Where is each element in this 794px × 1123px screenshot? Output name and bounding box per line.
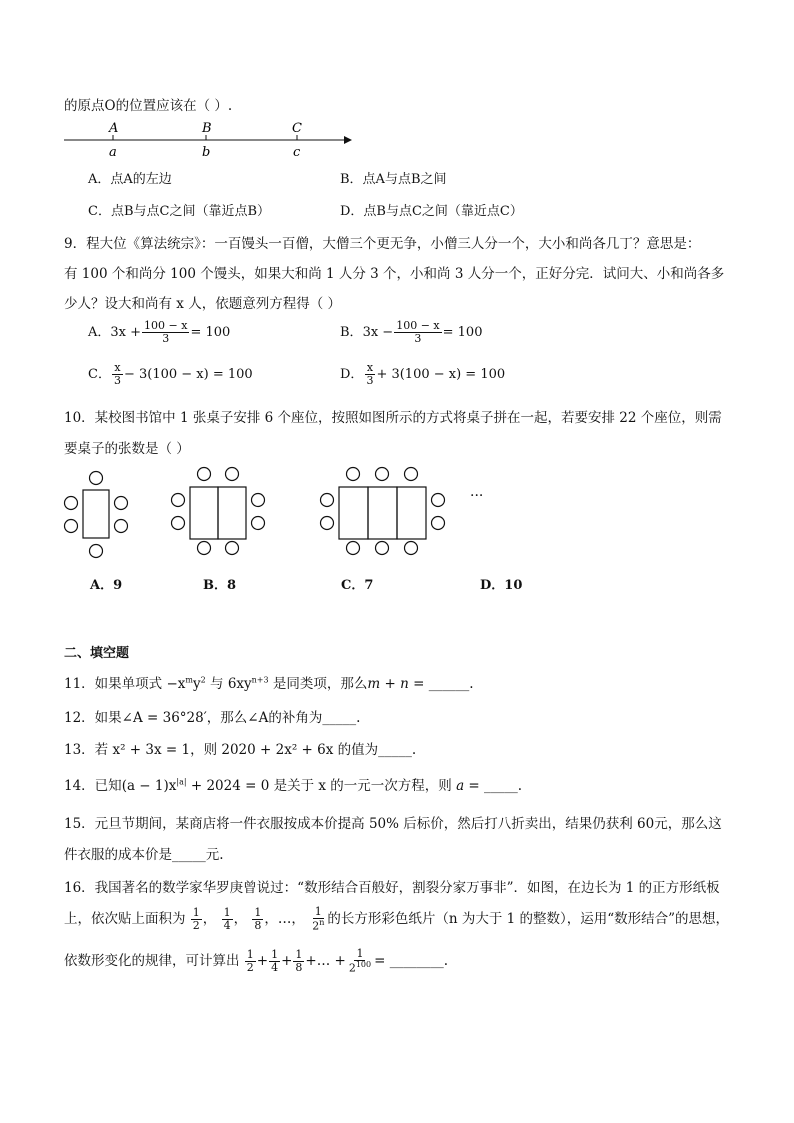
q10-option-c[interactable]: C．7 [341, 578, 374, 593]
point-c-label: c [293, 145, 301, 160]
q9-line1: 9．程大位《算法统宗》：一百馒头一百僧，大僧三个更无争，小僧三人分一个，大小和尚各几丁？意思是： [64, 236, 701, 252]
q9-option-b[interactable]: B．3x − $\frac{100 - x}{3}$ = 100 [340, 319, 483, 346]
q11: 11．如果单项式 $-x^my^2$ 与 $6xy^{n+3}$ 是同类项，那么m + n = ______. [64, 675, 474, 692]
q9-option-a[interactable]: A．3x + $\frac{100 - x}{3}$ = 100 [88, 319, 231, 346]
q10-option-d[interactable]: D．10 [480, 578, 523, 593]
q12: 12．如果∠A = 36°28′，那么∠A的补角为_____. [64, 710, 361, 726]
q8-option-b[interactable]: B．点A与点B之间 [340, 172, 447, 187]
q9-option-d[interactable]: D． $\frac{x}{3}$ + 3(100 − x) = 100 [340, 361, 506, 388]
q16-line1: 16．我国著名的数学家华罗庚曾说过：“数形结合百般好，割裂分家万事非”．如图，在边长为 1 的正方形纸板 [64, 880, 720, 896]
q8-option-c[interactable]: C．点B与点C之间（靠近点B） [88, 204, 271, 219]
q8-option-a[interactable]: A．点A的左边 [88, 172, 172, 187]
tables-figure [60, 460, 500, 564]
q13: 13．若 x² + 3x = 1，则 2020 + 2x² + 6x 的值为_____. [64, 742, 417, 758]
q8-stem: 的原点O的位置应该在（ ）. [64, 98, 233, 114]
q15-line2: 件衣服的成本价是_____元. [64, 847, 224, 863]
q10-line2: 要桌子的张数是（ ） [64, 441, 190, 457]
q10-option-a[interactable]: A．9 [90, 578, 123, 593]
q16-line3: 依数形变化的规律，可计算出 $\frac{1}{2}$ + $\frac{1}{4}$ + $\frac{1}{8}$ +… + $\frac{1}{2^{100}}$ = ________. [64, 947, 449, 975]
q8-option-d[interactable]: D．点B与点C之间（靠近点C） [340, 204, 523, 219]
point-C-label: C [292, 121, 302, 136]
q9-line2: 有 100 个和尚分 100 个馒头，如果大和尚 1 人分 3 个，小和尚 3 人分一个，正好分完．试问大、小和尚各多 [64, 266, 725, 282]
point-a-label: a [109, 145, 117, 160]
q9-line3: 少人？设大和尚有 x 人，依题意列方程得（ ） [64, 296, 341, 312]
arrow-right-icon [344, 136, 352, 144]
q9-option-c[interactable]: C． $\frac{x}{3}$ − 3(100 − x) = 100 [88, 361, 253, 388]
section-heading: 二、填空题 [64, 646, 130, 661]
point-B-label: B [202, 121, 212, 136]
q10-option-b[interactable]: B．8 [203, 578, 237, 593]
continuation-dots: ··· [470, 488, 484, 504]
point-b-label: b [202, 145, 211, 160]
point-A-label: A [109, 121, 119, 136]
number-line-figure [60, 118, 360, 162]
q10-line1: 10．某校图书馆中 1 张桌子安排 6 个座位，按照如图所示的方式将桌子拼在一起，若要安排 22 个座位，则需 [64, 410, 722, 426]
q16-line2: 上，依次贴上面积为 $\frac{1}{2}$ ， $\frac{1}{4}$ ， $\frac{1}{8}$ ，…， $\frac{1}{2^n}$ 的长方形彩色纸片（n 为大于 1 的整数），运用“数形结合”的思想， [64, 905, 730, 933]
q15-line1: 15．元旦节期间，某商店将一件衣服按成本价提高 50% 后标价，然后打八折卖出，结果仍获利 60元，那么这 [64, 816, 722, 832]
q14: 14．已知$(a - 1)x^{|a|} + 2024 = 0$ 是关于 x 的一元一次方程，则 a = _____. [64, 777, 523, 794]
